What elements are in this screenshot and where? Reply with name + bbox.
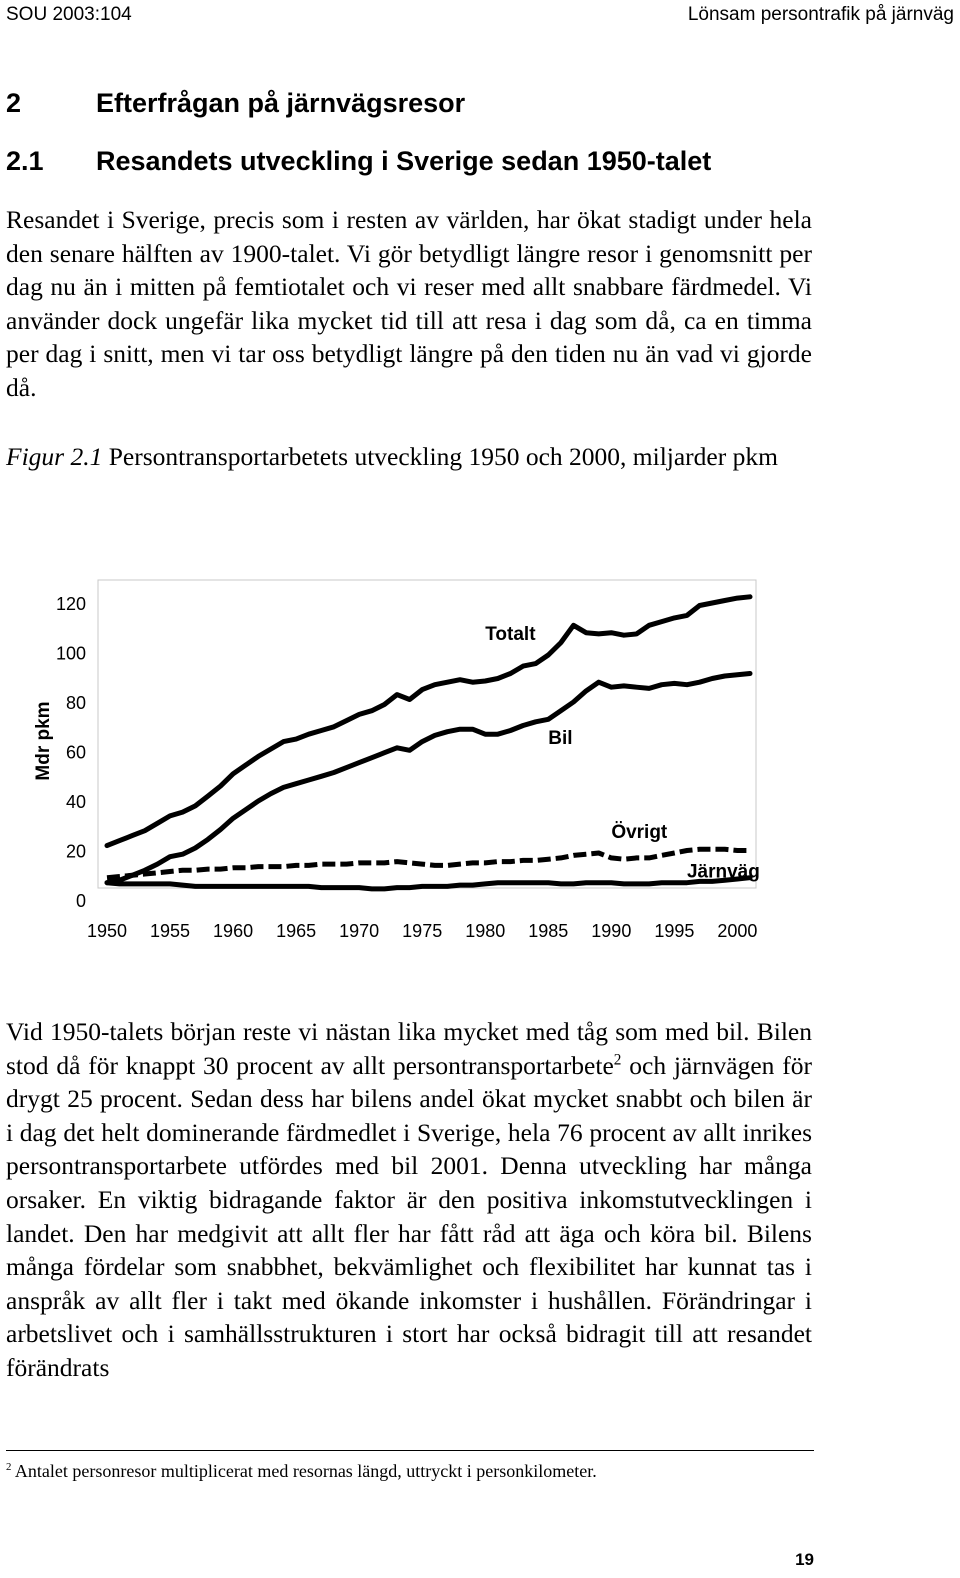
x-tick-label: 1990 (591, 921, 632, 941)
series-label-ovrigt: Övrigt (611, 822, 668, 844)
y-axis-ticks (56, 594, 86, 911)
intro-paragraph: Resandet i Sverige, precis som i resten av världen, har ökat stadigt under hela den senare hälften av 1900-talet. Vi gör betydligt längre resor i genomsnitt per dag nu än i mitten på femtiotalet och vi reser med allt snabbare färdmedel. Vi använder dock ungefär lika mycket tid till att resa i dag som då, ca en timma per dag i snitt, men vi tar oss betydligt längre på den tiden nu än vad vi gjorde då. (6, 205, 812, 402)
x-tick-label: 1975 (402, 921, 443, 941)
report-id: SOU 2003:104 (6, 4, 132, 25)
footnote-number: 2 (6, 1461, 12, 1473)
footnote-text: Antalet personresor multiplicerat med resornas längd, uttryckt i personkilometer. (14, 1461, 597, 1481)
x-tick-label: 1960 (213, 921, 254, 941)
series-lines (107, 597, 750, 889)
chapter-heading (6, 88, 465, 119)
paragraph-text-b: och järnvägen för drygt 25 procent. Sedan dess har bilens andel ökat mycket snabbt och bilen är i dag det helt dominerande färdmedlet i Sverige, hela 76 procent av allt inrikes persontransportarbete utfördes med bil 2001. Denna utveckling har många orsaker. En viktig bidragande faktor är den positiva inkomstutvecklingen i landet. Den har medgivit att allt fler har fått råd att äga och köra bil. Bilens många fördelar som snabbhet, bekvämlighet och flexibilitet har kunnat tas i anspråk av allt fler i takt med ökande inkomster i hushållen. Förändringar i arbetslivet och i samhällsstrukturen i stort har också bidragit till att resandet förändrats (6, 1050, 812, 1382)
x-tick-label: 1955 (150, 921, 191, 941)
y-tick-label: 40 (65, 792, 86, 812)
section-number: 2.1 (6, 146, 44, 176)
series-line-totalt (107, 597, 750, 846)
section-title: Resandets utveckling i Sverige sedan 1950-talet (96, 146, 712, 176)
page-number: 19 (795, 1550, 814, 1569)
running-head (6, 4, 954, 28)
series-label-jarnväg: Järnväg (686, 861, 760, 883)
x-tick-label: 1965 (276, 921, 317, 941)
x-tick-label: 1995 (654, 921, 695, 941)
x-tick-label: 2000 (717, 921, 758, 941)
series-line-ovrigt (107, 849, 750, 877)
x-tick-label: 1970 (339, 921, 380, 941)
figure-label: Figur 2.1 (6, 442, 103, 471)
body-paragraph (6, 1015, 812, 1385)
y-tick-label: 0 (75, 891, 86, 911)
chapter-title: Efterfrågan på järnvägsresor (96, 88, 466, 118)
figure-caption (6, 440, 812, 474)
x-tick-label: 1985 (528, 921, 569, 941)
x-tick-label: 1950 (86, 921, 128, 941)
y-tick-label: 20 (65, 841, 86, 862)
y-tick-label: 60 (65, 742, 86, 763)
x-tick-label: 1980 (465, 921, 506, 941)
y-tick-label: 100 (55, 643, 86, 664)
footnote-divider (6, 1450, 814, 1451)
x-axis-ticks (87, 921, 757, 941)
section-heading (6, 146, 711, 177)
footnote (6, 1461, 597, 1482)
series-line-jarnväg (107, 878, 750, 889)
figure-caption-text: Persontransportarbetets utveckling 1950 och 2000, miljarder pkm (108, 442, 778, 471)
y-axis-label: Mdr pkm (33, 701, 54, 781)
y-tick-label: 80 (65, 693, 86, 713)
paragraph-text-a: Vid 1950-talets början reste vi nästan lika mycket med tåg som med bil. Bilen stod då för knappt 30 procent av allt persontransportarbete (6, 1017, 812, 1080)
series-label-bil: Bil (548, 728, 573, 750)
chapter-number: 2 (6, 88, 22, 118)
series-label-totalt: Totalt (485, 624, 536, 646)
y-tick-label: 120 (55, 594, 86, 614)
series-line-bil (107, 674, 750, 883)
line-chart (20, 578, 780, 958)
footnote-reference: 2 (613, 1051, 622, 1069)
running-title: Lönsam persontrafik på järnväg (687, 4, 954, 25)
